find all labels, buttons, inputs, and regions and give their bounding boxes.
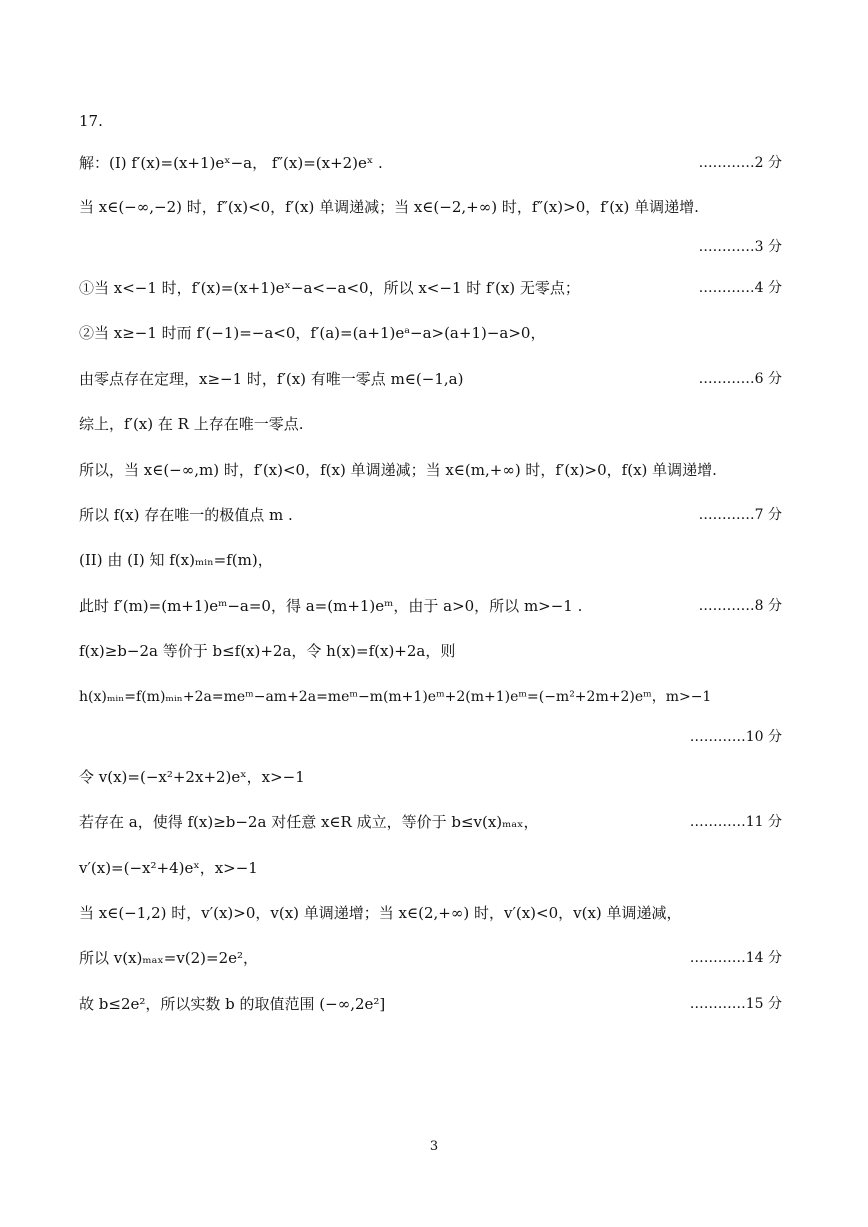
score-mark: …………14 分 (689, 950, 782, 966)
line-text: 若存在 a，使得 f(x)≥b−2a 对任意 x∈R 成立，等价于 b≤v(x)ₘₐₓ， (79, 813, 539, 831)
line-text: 由零点存在定理，x≥−1 时，f′(x) 有唯一零点 m∈(−1,a) (79, 370, 464, 388)
line-text: (II) 由 (I) 知 f(x)ₘᵢₙ=f(m)， (79, 551, 273, 569)
score-mark: …………4 分 (698, 280, 782, 296)
line-text: 所以 f(x) 存在唯一的极值点 m . (79, 506, 293, 524)
score-mark: …………8 分 (698, 598, 782, 614)
line-text: 解：(I) f′(x)=(x+1)eˣ−a， f″(x)=(x+2)eˣ . (79, 154, 383, 172)
page-number: 3 (429, 1139, 439, 1154)
score-mark: …………2 分 (698, 155, 782, 171)
line-text: 综上，f′(x) 在 R 上存在唯一零点. (79, 415, 304, 433)
line-text: f(x)≥b−2a 等价于 b≤f(x)+2a，令 h(x)=f(x)+2a，则 (79, 642, 456, 660)
line-text: 故 b≤2e²，所以实数 b 的取值范围 (−∞,2e²] (79, 995, 386, 1013)
line-text: 此时 f′(m)=(m+1)eᵐ−a=0，得 a=(m+1)eᵐ，由于 a>0，所以 m>−1 . (79, 597, 583, 615)
line-text: 令 v(x)=(−x²+2x+2)eˣ，x>−1 (79, 768, 305, 786)
line-text: h(x)ₘᵢₙ=f(m)ₘᵢₙ+2a=meᵐ−am+2a=meᵐ−m(m+1)eᵐ+2(m+1)eᵐ=(−m²+2m+2)eᵐ，m>−1 (79, 689, 712, 705)
score-mark: …………11 分 (689, 814, 782, 830)
line-text: 当 x∈(−∞,−2) 时，f″(x)<0，f′(x) 单调递减；当 x∈(−2,+∞) 时，f″(x)>0，f′(x) 单调递增. (79, 198, 699, 216)
score-mark: …………10 分 (689, 729, 782, 745)
score-mark: …………15 分 (689, 996, 782, 1012)
line-text: 所以，当 x∈(−∞,m) 时，f′(x)<0，f(x) 单调递减；当 x∈(m,+∞) 时，f′(x)>0，f(x) 单调递增. (79, 461, 717, 479)
line-text: ②当 x≥−1 时而 f′(−1)=−a<0，f′(a)=(a+1)eᵃ−a>(a+1)−a>0， (79, 324, 546, 342)
score-mark: …………6 分 (698, 371, 782, 387)
line-text: 所以 v(x)ₘₐₓ=v(2)=2e²， (79, 949, 259, 967)
line-text: 当 x∈(−1,2) 时，v′(x)>0，v(x) 单调递增；当 x∈(2,+∞) 时，v′(x)<0，v(x) 单调递减， (79, 904, 682, 922)
line-text: v′(x)=(−x²+4)eˣ，x>−1 (79, 859, 258, 877)
problem-number: 17. (79, 112, 103, 130)
score-mark: …………7 分 (698, 507, 782, 523)
score-mark: …………3 分 (698, 239, 782, 255)
line-text: ①当 x<−1 时，f′(x)=(x+1)eˣ−a<−a<0，所以 x<−1 时 f′(x) 无零点； (79, 279, 580, 297)
